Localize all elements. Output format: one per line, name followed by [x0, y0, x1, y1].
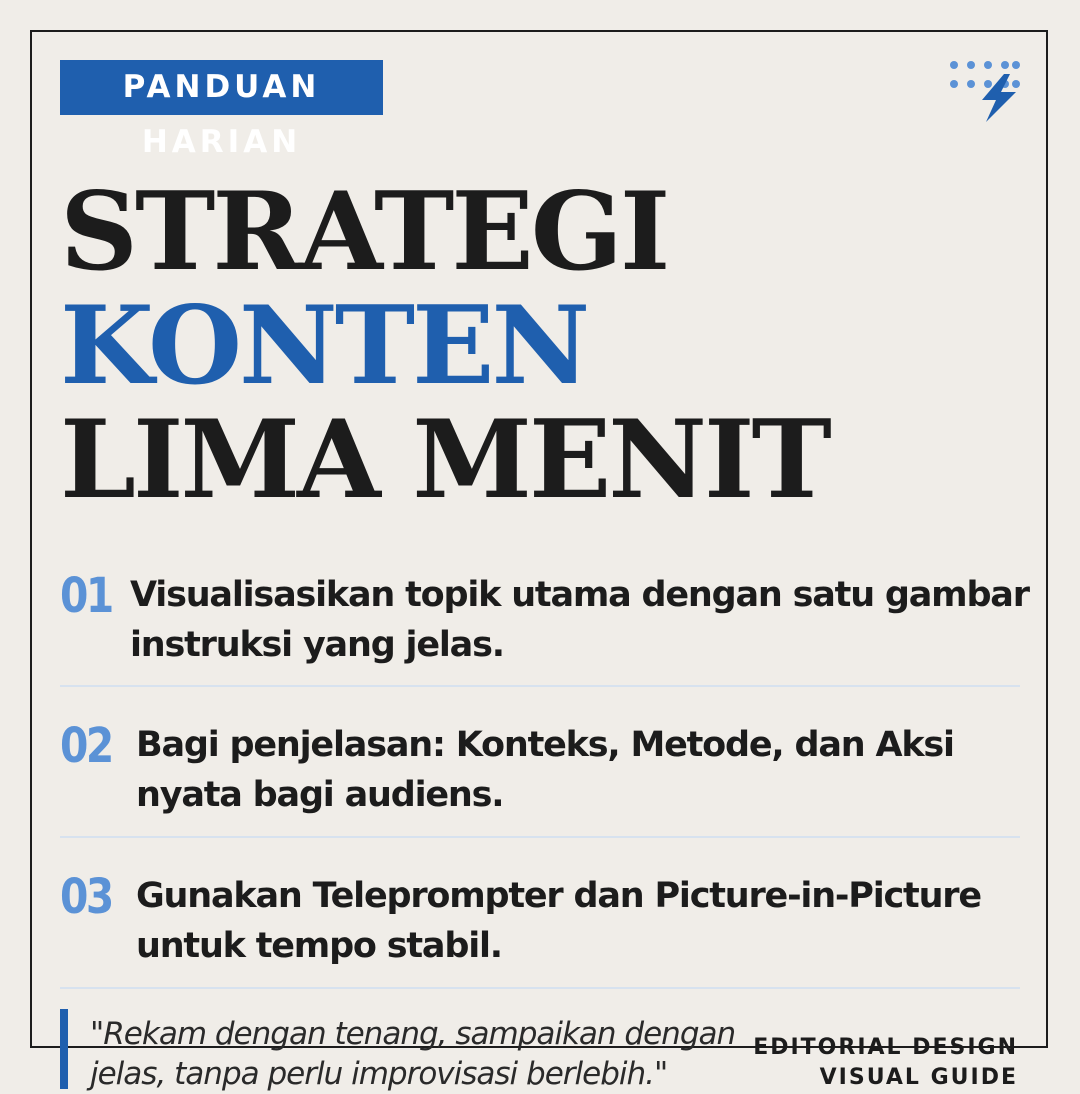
title-line-3: LIMA MENIT — [60, 397, 829, 523]
item-text: Visualisasikan topik utama dengan satu gambar instruksi yang jelas. — [130, 575, 1029, 665]
quote-text: "Rekam dengan tenang, sampaikan dengan jelas, tanpa perlu improvisasi berlebih." — [90, 1016, 736, 1092]
title-line-2: KONTEN — [60, 283, 588, 409]
category-badge: PANDUAN HARIAN — [60, 60, 383, 115]
footer-line-1: EDITORIAL DESIGN — [753, 1035, 1018, 1060]
footer-line-2: VISUAL GUIDE — [819, 1065, 1018, 1090]
item-text: Gunakan Teleprompter dan Picture-in-Picture untuk tempo stabil. — [136, 876, 981, 966]
item-number: 03 — [60, 869, 112, 925]
footer-credit — [753, 1033, 1018, 1093]
divider — [60, 987, 1020, 989]
quote-accent-bar — [60, 1009, 68, 1089]
item-text: Bagi penjelasan: Konteks, Metode, dan Aksi nyata bagi audiens. — [136, 725, 954, 815]
title-line-1: STRATEGI — [60, 169, 668, 295]
item-number: 01 — [60, 568, 112, 624]
divider — [60, 685, 1020, 687]
lightning-bolt-icon — [946, 56, 1026, 126]
divider — [60, 836, 1020, 838]
item-number: 02 — [60, 718, 112, 774]
